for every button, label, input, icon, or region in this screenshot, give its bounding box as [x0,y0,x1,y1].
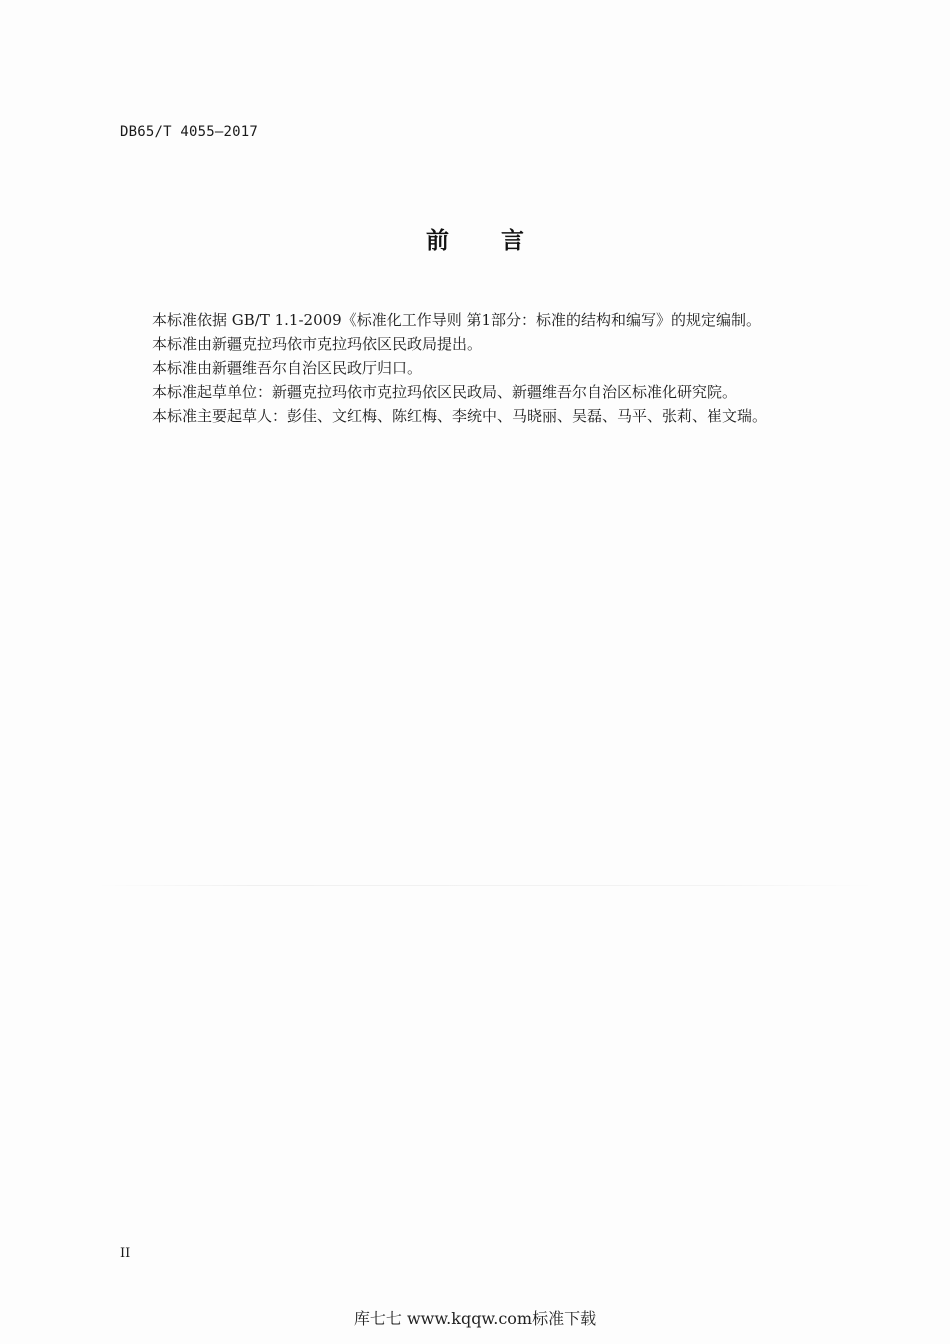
foreword-line-2: 本标准由新疆克拉玛依市克拉玛依区民政局提出。 [152,335,483,353]
foreword-line-5: 本标准主要起草人：彭佳、文红梅、陈红梅、李统中、马晓丽、吴磊、马平、张莉、崔文瑞。 [152,407,768,425]
foreword-line-1: 本标准依据 GB/T 1.1-2009《标准化工作导则 第1部分：标准的结构和编写》的规定编制。 [152,311,762,329]
foreword-body [152,308,852,428]
page-number: II [120,1246,131,1261]
page-title [0,222,950,255]
title-char-1: 前 [426,228,449,254]
watermark-text: 库七七 www.kqqw.com标准下载 [353,1309,597,1328]
title-char-2: 言 [501,228,524,254]
standard-code: DB65/T 4055—2017 [120,124,259,140]
scan-artifact-line [96,885,876,886]
foreword-line-4: 本标准起草单位：新疆克拉玛依市克拉玛依区民政局、新疆维吾尔自治区标准化研究院。 [152,383,738,401]
foreword-line-3: 本标准由新疆维吾尔自治区民政厅归口。 [152,359,423,377]
